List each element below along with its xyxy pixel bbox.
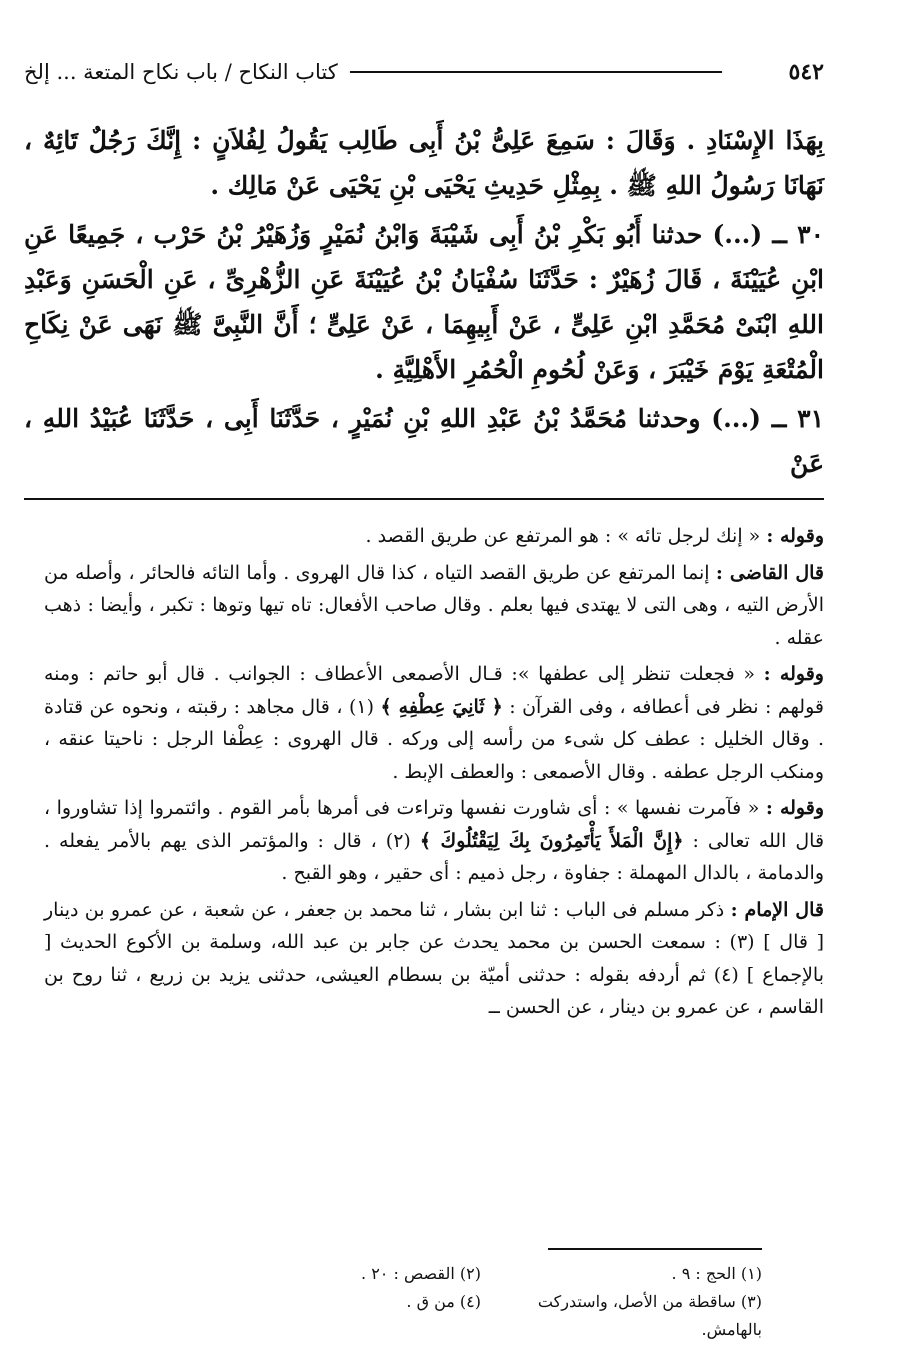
hadith-paragraph: ٣٠ ــ (...) حدثنا أَبُو بَكْرِ بْنُ أَبِى شَيْبَةَ وَابْنُ نُمَيْرٍ وَزُهَيْرُ بْنُ حَرْب ، جَمِيعًا عَنِ ابْنِ عُيَيْنَةَ ، قَالَ زُهَيْرٌ : حَدَّثَنَا سُفْيَانُ بْنُ عُيَيْنَةَ عَنِ الزُّهْرِىِّ ، عَنِ الْحَسَنِ وَعَبْدِ اللهِ ابْنَىْ مُحَمَّدِ ابْنِ عَلِىٍّ ، عَنْ أَبِيهِمَا ، عَنْ عَلِىٍّ ؛ أَنَّ النَّبِىَّ ﷺ نَهَى عَنْ نِكَاحِ الْمُتْعَةِ يَوْمَ خَيْبَرَ ، وَعَنْ لُحُومِ الْحُمُرِ الأَهْلِيَّةِ . [24, 220, 825, 384]
commentary-text: إنما المرتفع عن طريق القصد التياه ، كذا قال الهروى . وأما التائه فالحائر ، وأصله من الأرض التيه ، وهى التى لا يهتدى فيها بعلم . وقال صاحب الأفعال: تاه تيها وتوها : تكبر ، وأيضا : ذهب عقله . [44, 561, 824, 649]
commentary-text: (١) ، قال مجاهد : رقبته ، ونحوه عن قتادة . وقال الخليل : عطف كل شىء من رأسه إلى وركه . قال الهروى : عِطْفا الرجل : ناحيتا عنقه ، ومنكب الرجل عطفه . وقال الأصمعى : والعطف الإبط . [44, 695, 824, 783]
hadith-paragraph: ٣١ ــ (...) وحدثنا مُحَمَّدُ بْنُ عَبْدِ اللهِ بْنِ نُمَيْرٍ ، حَدَّثَنَا أَبِى ، حَدَّثَنَا عُبَيْدُ اللهِ ، عَنْ [24, 404, 824, 478]
chapter-title: كتاب النكاح / باب نكاح المتعة ... إلخ [24, 60, 338, 84]
commentary-paragraph [44, 894, 824, 1024]
commentary-text: « فآمرت نفسها » : أى شاورت نفسها وتراءت فى أمرها بأمر القوم . وائتمروا إذا تشاوروا ، قال الله تعالى : [44, 797, 825, 852]
hadith-paragraph: بِهَذَا الإِسْنَادِ . وَقَالَ : سَمِعَ عَلِىُّ بْنُ أَبِى طَالِب يَقُولُ لِفُلاَنٍ : إِنَّكَ رَجُلٌ تَائِهٌ ، نَهَانَا رَسُولُ اللهِ ﷺ . بِمِثْلِ حَدِيثِ يَحْيَى بْنِ يَحْيَى عَنْ مَالِك . [24, 126, 824, 200]
page-number: ٥٤٢ [788, 59, 824, 85]
commentary-paragraph [44, 520, 824, 553]
footnote-row [200, 1288, 762, 1344]
footnote-rule [548, 1248, 762, 1250]
footnote: (٤) من ق . [406, 1292, 481, 1311]
header-rule [350, 71, 722, 73]
commentary-lead: قال الإمام : [730, 898, 824, 921]
footnote: (٣) ساقطة من الأصل، واستدركت بالهامش. [537, 1292, 762, 1339]
commentary-paragraph [44, 792, 824, 890]
commentary-lead: قال القاضى : [715, 561, 824, 584]
commentary-paragraph [44, 557, 824, 655]
footnote-row [200, 1260, 762, 1288]
footnotes [200, 1260, 762, 1344]
footnote: (٢) القصص : ٢٠ . [361, 1264, 481, 1283]
commentary-paragraph [44, 658, 824, 788]
quran-quote: ﴿إِنَّ الْمَلأَ يَأْتَمِرُونَ بِكَ لِيَقْتُلُوكَ ﴾ [419, 829, 684, 852]
commentary [44, 520, 824, 1028]
quran-quote: ﴿ ثَانِيَ عِطْفِهِ ﴾ [380, 695, 503, 718]
commentary-lead: وقوله : [766, 525, 824, 547]
running-header [24, 52, 824, 92]
commentary-lead: وقوله : [765, 797, 824, 819]
commentary-text: (٢) ، قال : والمؤتمر الذى يهم بالأمر يفعله . والدمامة ، بالدال المهملة : جفاوة ، رجل ذميم : أى حقير ، وهو القبح . [44, 829, 824, 884]
hadith-text [24, 118, 824, 490]
footnote: (١) الحج : ٩ . [671, 1264, 762, 1283]
commentary-lead: وقوله : [763, 663, 824, 685]
commentary-text: « إنك لرجل تائه » : هو المرتفع عن طريق القصد . [365, 525, 761, 547]
section-divider [24, 498, 824, 500]
commentary-text: « فجعلت تنظر إلى عطفها »: قـال الأصمعى الأعطاف : الجوانب . قال أبو حاتم : ومنه قولهم : نظر فى أعطافه ، وفى القرآن : [44, 663, 824, 718]
commentary-text: ذكر مسلم فى الباب : ثنا ابن بشار ، ثنا محمد بن جعفر ، عن شعبة ، عن عمرو بن دينار [ قال ] (٣) : سمعت الحسن بن محمد يحدث عن جابر بن عبد الله، وسلمة بن الأكوع الحديث [ بالإجماع ] (٤) ثم أردفه بقوله : حدثنى أميّة بن بسطام العيشى، حدثنى يزيد بن زريع ، ثنا روح بن القاسم ، عن عمرو بن دينار ، عن الحسن ــ [44, 898, 824, 1018]
